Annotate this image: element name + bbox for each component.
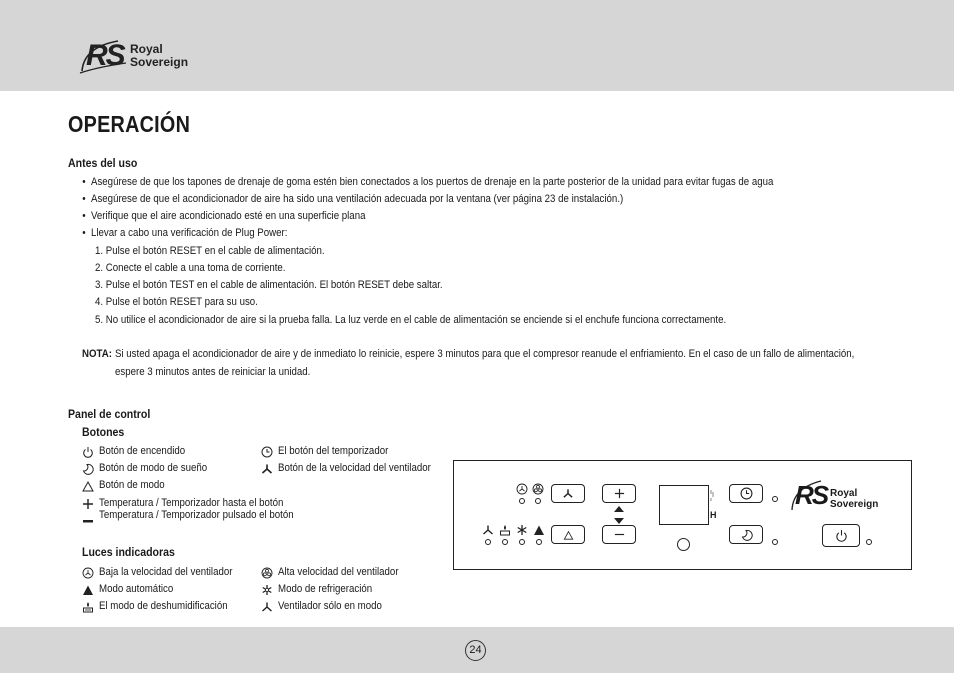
plus-icon — [614, 488, 625, 499]
fan-only-icon — [261, 601, 273, 613]
timer-button[interactable] — [729, 484, 763, 503]
subheading-luces: Luces indicadoras — [82, 547, 175, 559]
step-item: 2. Conecte el cable a una toma de corriente. — [95, 262, 286, 274]
snowflake-icon — [261, 584, 273, 596]
legend-mode-label: Botón de modo — [99, 479, 165, 491]
subheading-botones: Botones — [82, 427, 125, 439]
dehumidify-icon — [82, 601, 94, 613]
minus-icon — [614, 529, 625, 540]
royal-sovereign-logo — [78, 37, 208, 77]
remote-sensor — [677, 538, 690, 551]
legend-fan-speed-label: Botón de la velocidad del ventilador — [278, 462, 431, 474]
fan-icon — [261, 463, 273, 475]
logo-line1: Royal — [130, 42, 163, 56]
luz-auto-label: Modo automático — [99, 583, 174, 595]
cool-led — [519, 539, 525, 545]
step-item: 4. Pulse el botón RESET para su uso. — [95, 296, 258, 308]
nota-label: NOTA: — [82, 348, 112, 360]
dehumidify-led — [502, 539, 508, 545]
moon-icon — [741, 529, 753, 541]
triangle-icon — [563, 530, 574, 540]
panel-logo — [789, 478, 889, 514]
timer-icon — [740, 487, 753, 500]
dehumidify-indicator-icon — [499, 524, 511, 536]
temp-down-button[interactable] — [602, 525, 636, 544]
bullet-item: • Asegúrese de que el acondicionador de aire ha sido una ventilación adecuada por la ventana (ver página 23 de instalación.) — [91, 193, 623, 205]
step-item: 5. No utilice el acondicionador de aire si la prueba falla. La luz verde en el cable de alimentación se enciende si el enchufe funciona correctamente. — [95, 314, 727, 326]
auto-indicator-icon — [533, 524, 545, 536]
auto-mode-icon — [82, 584, 94, 596]
step-item: 3. Pulse el botón TEST en el cable de alimentación. El botón RESET debe saltar. — [95, 279, 443, 291]
page-header — [0, 0, 954, 91]
fan-speed-button[interactable] — [551, 484, 585, 503]
panel-logo-line2: Sovereign — [830, 499, 879, 510]
moon-icon — [82, 463, 94, 475]
temperature-display — [659, 485, 709, 525]
minus-icon — [82, 513, 94, 525]
low-fan-indicator-icon — [516, 483, 528, 495]
bullet-item: • Verifique que el aire acondicionado esté en una superficie plana — [91, 210, 365, 222]
legend-plus-label: Temperatura / Temporizador hasta el botón — [99, 497, 284, 509]
legend-sleep-label: Botón de modo de sueño — [99, 462, 208, 474]
luz-cool-label: Modo de refrigeración — [278, 583, 373, 595]
timer-icon — [261, 446, 273, 458]
luz-high-fan-label: Alta velocidad del ventilador — [278, 566, 399, 578]
logo-initials: RS — [86, 39, 124, 72]
panel-logo-line1: Royal — [830, 488, 858, 499]
unit-marks-icon — [710, 489, 716, 503]
fan-only-led — [485, 539, 491, 545]
section-heading-panel: Panel de control — [68, 409, 151, 421]
high-fan-indicator-icon — [532, 483, 544, 495]
auto-led — [536, 539, 542, 545]
luz-low-fan-label: Baja la velocidad del ventilador — [99, 566, 233, 578]
step-item: 1. Pulse el botón RESET en el cable de alimentación. — [95, 245, 325, 257]
control-panel-diagram — [453, 460, 912, 570]
page-number: 24 — [465, 640, 486, 661]
display-h-label: H — [710, 510, 717, 520]
cool-indicator-icon — [516, 524, 528, 536]
triangle-icon — [82, 480, 94, 492]
panel-logo-initials: RS — [795, 480, 828, 510]
power-icon — [835, 529, 848, 542]
power-icon — [82, 446, 94, 458]
luz-dehumidify-label: El modo de deshumidificación — [99, 600, 228, 612]
page-title: OPERACIÓN — [68, 111, 191, 137]
up-down-arrows-icon — [614, 506, 624, 524]
legend-minus-label: Temperatura / Temporizador pulsado el botón — [99, 509, 294, 521]
low-fan-led — [519, 498, 525, 504]
mode-button[interactable] — [551, 525, 585, 544]
power-button[interactable] — [822, 524, 860, 547]
low-fan-icon — [82, 567, 94, 579]
plus-icon — [82, 498, 94, 510]
section-heading-antes: Antes del uso — [68, 158, 138, 170]
timer-led — [772, 496, 778, 502]
bullet-item: • Llevar a cabo una verificación de Plug Power: — [91, 227, 287, 239]
sleep-led — [772, 539, 778, 545]
legend-timer-label: El botón del temporizador — [278, 445, 389, 457]
high-fan-icon — [261, 567, 273, 579]
nota-text-cont: espere 3 minutos antes de reiniciar la unidad. — [115, 366, 311, 378]
legend-power-label: Botón de encendido — [99, 445, 186, 457]
sleep-button[interactable] — [729, 525, 763, 544]
fan-icon — [562, 488, 574, 499]
nota-text: Si usted apaga el acondicionador de aire y de inmediato lo reinicie, espere 3 minutos para que el compresor reanude el enfriamiento. En el caso de un fallo de alimentación, — [115, 348, 855, 360]
temp-up-button[interactable] — [602, 484, 636, 503]
high-fan-led — [535, 498, 541, 504]
logo-line2: Sovereign — [130, 55, 189, 69]
luz-fan-only-label: Ventilador sólo en modo — [278, 600, 382, 612]
power-led — [866, 539, 872, 545]
bullet-item: • Asegúrese de que los tapones de drenaje de goma estén bien conectados a los puertos de drenaje en la parte posterior de la unidad para evitar fugas de agua — [91, 176, 773, 188]
fan-only-indicator-icon — [482, 524, 494, 536]
